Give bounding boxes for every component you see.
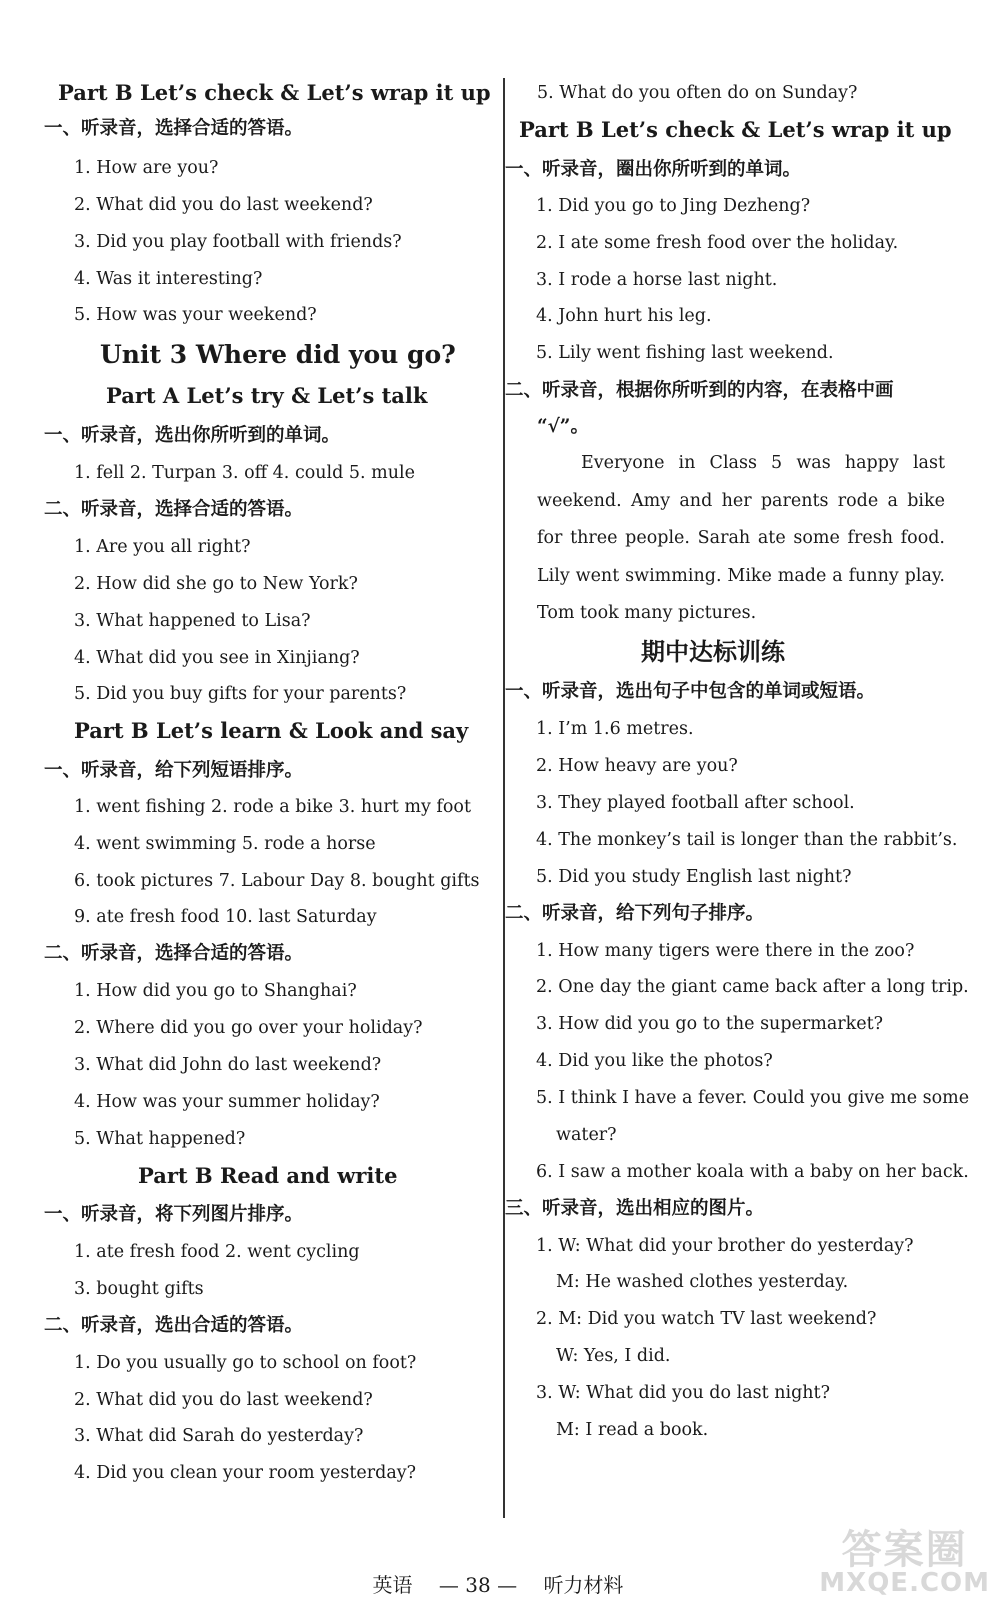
list-item: 3. I rode a horse last night. (536, 270, 778, 290)
list-item: 4. Did you like the photos? (536, 1051, 773, 1071)
list-item: 1. How many tigers were there in the zoo? (536, 941, 915, 961)
list-item: 2. What did you do last weekend? (74, 195, 373, 215)
footer-label: 听力材料 (543, 1573, 624, 1597)
list-item: 1. Did you go to Jing Dezheng? (536, 196, 811, 216)
list-item: 4. John hurt his leg. (536, 306, 712, 326)
list-item: 4. Did you clean your room yesterday? (74, 1463, 417, 1483)
list-item: 5. What happened? (74, 1129, 246, 1149)
exercise-heading: 一、听录音，给下列短语排序。 (44, 760, 304, 781)
exercise-heading: 二、听录音，选择合适的答语。 (44, 943, 304, 964)
list-item: 5. How was your weekend? (74, 305, 317, 325)
exercise-heading: 一、听录音，选出句子中包含的单词或短语。 (505, 681, 876, 702)
dialogue-line: W: Yes, I did. (556, 1346, 671, 1366)
listening-passage: Everyone in Class 5 was happy last weekend. Amy and her parents rode a bike for three people. Sarah ate some fresh food. Lily went swimming. Mike made a funny play. Tom took many pictures. (537, 453, 945, 623)
exercise-heading: 二、听录音，选出合适的答语。 (44, 1315, 304, 1336)
word-list: 1. fell 2. Turpan 3. off 4. could 5. mule (74, 463, 415, 483)
exercise-heading: 一、听录音，圈出你所听到的单词。 (505, 159, 802, 180)
list-item: 5. What do you often do on Sunday? (537, 83, 858, 103)
list-item: 5. Did you buy gifts for your parents? (74, 684, 407, 704)
list-item: 3. How did you go to the supermarket? (536, 1014, 884, 1034)
list-item: 1. I’m 1.6 metres. (536, 719, 694, 739)
list-item: 2. How heavy are you? (536, 756, 738, 776)
list-item: 1. How did you go to Shanghai? (74, 981, 357, 1001)
watermark-logo (819, 1527, 990, 1598)
dialogue-line: M: I read a book. (556, 1420, 709, 1440)
watermark-text: 答案圈 (841, 1527, 968, 1573)
list-item: 1. Do you usually go to school on foot? (74, 1353, 417, 1373)
list-item: 2. Where did you go over your holiday? (74, 1018, 423, 1038)
list-item: 5. I think I have a fever. Could you give me some (536, 1088, 970, 1108)
list-item: 1. How are you? (74, 158, 219, 178)
dialogue-line: 2. M: Did you watch TV last weekend? (536, 1309, 877, 1329)
list-item: 1. Are you all right? (74, 537, 251, 557)
list-item: 4. What did you see in Xinjiang? (74, 648, 360, 668)
list-item: 4. How was your summer holiday? (74, 1092, 380, 1112)
list-item: 3. What did John do last weekend? (74, 1055, 382, 1075)
section-title-part-b-check: Part B Let’s check & Let’s wrap it up (519, 117, 952, 142)
dialogue-line: 3. W: What did you do last night? (536, 1383, 830, 1403)
exercise-heading: 二、听录音，选择合适的答语。 (44, 499, 304, 520)
exercise-heading: 三、听录音，选出相应的图片。 (505, 1198, 765, 1219)
list-item: 2. I ate some fresh food over the holiday. (536, 233, 899, 253)
phrase-list-line: 1. went fishing 2. rode a bike 3. hurt my foot (74, 797, 472, 817)
list-item: 4. The monkey’s tail is longer than the rabbit’s. (536, 830, 958, 850)
list-item: 4. Was it interesting? (74, 269, 263, 289)
phrase-list-line: 4. went swimming 5. rode a horse (74, 834, 376, 854)
section-title-part-a: Part A Let’s try & Let’s talk (106, 383, 428, 408)
section-title-part-b-check: Part B Let’s check & Let’s wrap it up (58, 80, 491, 105)
list-item: 5. Did you study English last night? (536, 867, 852, 887)
list-item: 5. Lily went fishing last weekend. (536, 343, 834, 363)
exercise-heading: 一、听录音，选择合适的答语。 (44, 118, 304, 139)
phrase-list-line: 9. ate fresh food 10. last Saturday (74, 907, 377, 927)
exercise-heading: 一、听录音，选出你所听到的单词。 (44, 425, 341, 446)
page-number: — 38 — (438, 1573, 518, 1597)
exercise-heading: 一、听录音，将下列图片排序。 (44, 1204, 304, 1225)
exercise-heading: 二、听录音，根据你所听到的内容，在表格中画 (505, 380, 894, 401)
list-item: 3. They played football after school. (536, 793, 855, 813)
dialogue-line: M: He washed clothes yesterday. (556, 1272, 849, 1292)
watermark-url: MXQE.COM (819, 1568, 990, 1598)
column-divider (503, 78, 505, 1518)
list-item: 3. Did you play football with friends? (74, 232, 402, 252)
dialogue-line: 1. W: What did your brother do yesterday? (536, 1236, 914, 1256)
section-title-part-b-learn: Part B Let’s learn & Look and say (74, 718, 469, 743)
midterm-title: 期中达标训练 (641, 637, 785, 666)
footer-subject: 英语 (372, 1573, 413, 1597)
list-item-continued: water? (556, 1125, 617, 1145)
phrase-list-line: 1. ate fresh food 2. went cycling (74, 1242, 360, 1262)
list-item: 3. What did Sarah do yesterday? (74, 1426, 364, 1446)
exercise-heading: 二、听录音，给下列句子排序。 (505, 903, 765, 924)
list-item: 6. I saw a mother koala with a baby on her back. (536, 1162, 969, 1182)
list-item: 2. What did you do last weekend? (74, 1390, 373, 1410)
list-item: 3. What happened to Lisa? (74, 611, 311, 631)
exercise-heading-continued: “√”。 (537, 416, 589, 437)
phrase-list-line: 6. took pictures 7. Labour Day 8. bought gifts (74, 871, 480, 891)
unit-title: Unit 3 Where did you go? (100, 340, 456, 369)
phrase-list-line: 3. bought gifts (74, 1279, 204, 1299)
section-title-read-write: Part B Read and write (138, 1163, 398, 1188)
list-item: 2. How did she go to New York? (74, 574, 358, 594)
list-item: 2. One day the giant came back after a long trip. (536, 977, 969, 997)
